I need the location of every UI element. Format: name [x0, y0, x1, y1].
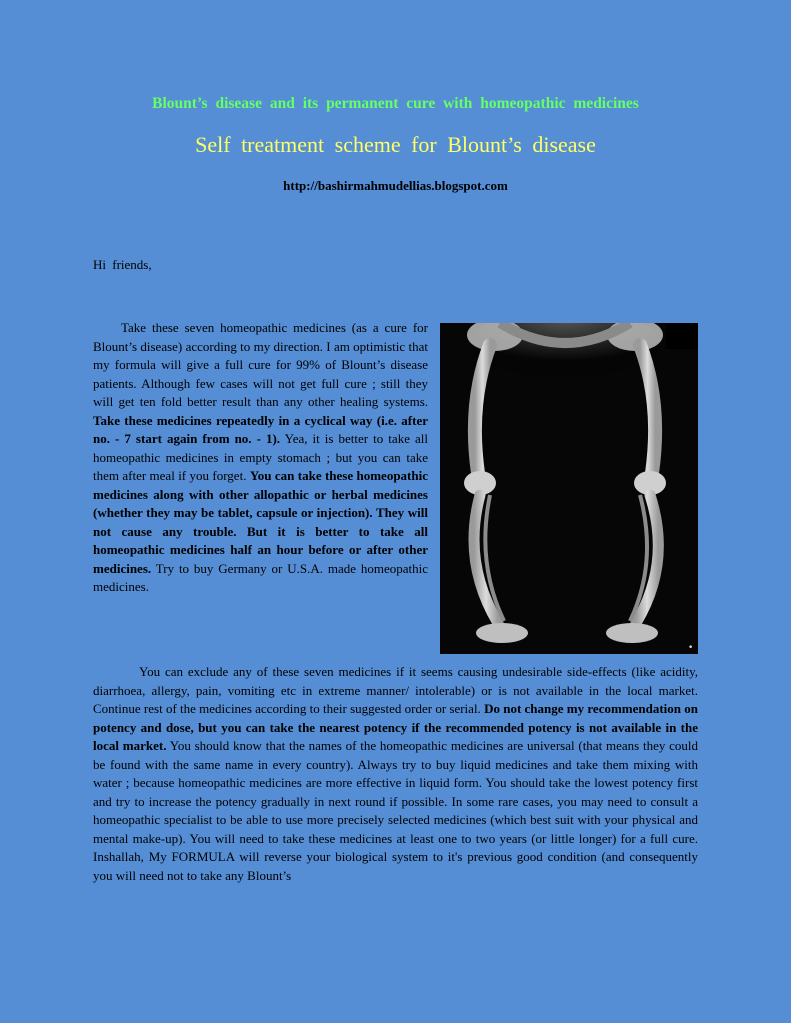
paragraph-2 — [93, 663, 698, 885]
paragraph-1-text-c: Try to buy Germany or U.S.A. made homeopathic medicines. — [93, 560, 428, 594]
paragraph-1-text-a: Take these seven homeopathic medicines (as a cure for Blount’s disease) according to my direction. I am optimistic that my formula will give a full cure for 99% of Blount’s disease patients. Although few cases will not get full cure ; still they will get ten fold better result than any other healing systems. — [93, 320, 428, 409]
paragraph-2-text-a: You can exclude any of these seven medicines if it seems causing undesirable side-effects (like acidity, diarrhoea, allergy, pain, vomiting etc in extreme manner/ intolerable) or is not available in the local market. Continue rest of the medicines according to their suggested order or serial. — [93, 664, 698, 716]
paragraph-1-bold-a: Take these medicines repeatedly in a cyclical way (i.e. after no. - 7 start again from no. - 1). — [93, 412, 428, 446]
paragraph-2-text-b: You should know that the names of the homeopathic medicines are universal (that means they could be found with the same name in every country). Always try to buy liquid medicines and take them mixing with water ; because homeopathic medicines are more effective in liquid form. You should take the lowest potency first and try to increase the potency gradually in next round if possible. In some rare cases, you may need to consult a homeopathic specialist to be able to use more precisely selected medicines (which best suit with your physical and mental make-up). You will need to take these medicines at least one to two years (or little longer) for a full cure. Inshallah, My FORMULA will reverse your biological system to it's previous good condition (and consequently you will need not to take any Blount’s — [93, 738, 698, 883]
document-subtitle: Self treatment scheme for Blount’s disease — [195, 132, 596, 157]
paragraph-1-text-b: Yea, it is better to take all homeopathic medicines in empty stomach ; but you can take them after meal if you forget. — [93, 431, 428, 483]
document-title: Blount’s disease and its permanent cure with homeopathic medicines — [152, 95, 639, 112]
paragraph-1-bold-b: You can take these homeopathic medicines along with other allopathic or herbal medicines (whether they may be tablet, capsule or injection). They will not cause any trouble. But it is better to take all homeopathic medicines half an hour before or after other medicines. — [93, 468, 428, 576]
svg-text:•: • — [688, 643, 694, 653]
xray-legs-image — [440, 323, 698, 654]
paragraph-2-bold-a: Do not change my recommendation on potency and dose, but you can take the nearest potency if the recommended potency is not available in the local market. — [93, 701, 699, 753]
greeting: Hi friends, — [93, 257, 152, 272]
paragraph-1 — [93, 319, 698, 662]
blog-url: http://bashirmahmudellias.blogspot.com — [283, 178, 508, 193]
